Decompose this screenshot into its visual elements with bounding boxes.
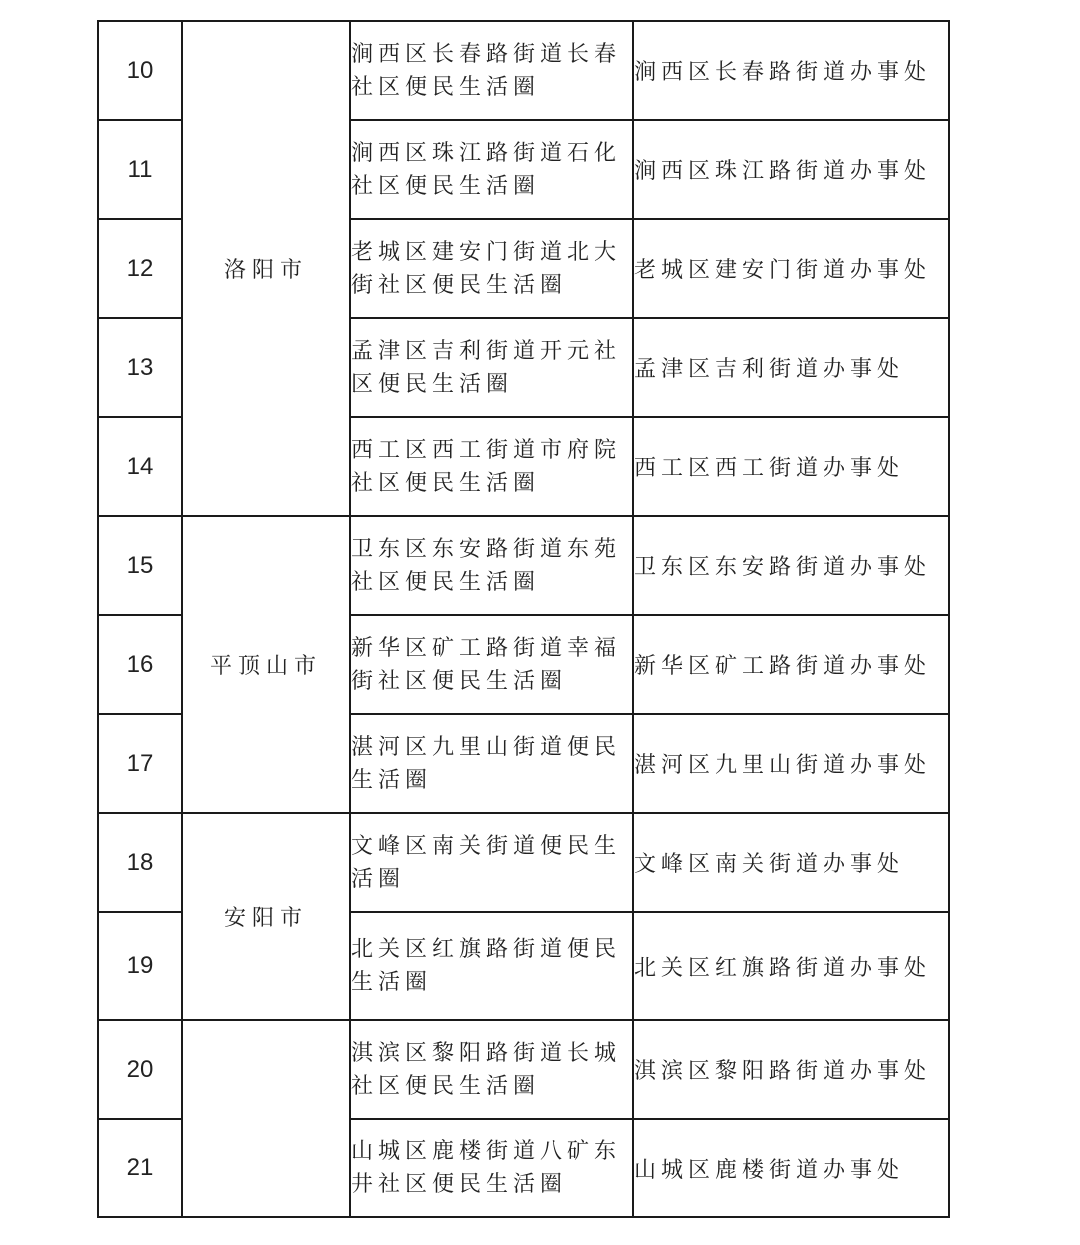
row-number: 16 bbox=[98, 615, 182, 714]
row-number: 21 bbox=[98, 1119, 182, 1217]
row-number: 12 bbox=[98, 219, 182, 318]
responsible-office: 西工区西工街道办事处 bbox=[633, 417, 949, 516]
row-number: 14 bbox=[98, 417, 182, 516]
responsible-office: 文峰区南关街道办事处 bbox=[633, 813, 949, 912]
community-table-container bbox=[97, 20, 950, 1215]
life-circle-name: 北关区红旗路街道便民生活圈 bbox=[350, 912, 633, 1020]
life-circle-name: 孟津区吉利街道开元社区便民生活圈 bbox=[350, 318, 633, 417]
city-cell: 平顶山市 bbox=[182, 516, 350, 813]
row-number: 10 bbox=[98, 21, 182, 120]
row-number: 13 bbox=[98, 318, 182, 417]
city-cell: 安阳市 bbox=[182, 813, 350, 1020]
responsible-office: 涧西区长春路街道办事处 bbox=[633, 21, 949, 120]
life-circle-name: 卫东区东安路街道东苑社区便民生活圈 bbox=[350, 516, 633, 615]
table-row bbox=[98, 21, 949, 120]
row-number: 15 bbox=[98, 516, 182, 615]
responsible-office: 涧西区珠江路街道办事处 bbox=[633, 120, 949, 219]
responsible-office: 孟津区吉利街道办事处 bbox=[633, 318, 949, 417]
table-row bbox=[98, 813, 949, 912]
row-number: 20 bbox=[98, 1020, 182, 1119]
life-circle-name: 西工区西工街道市府院社区便民生活圈 bbox=[350, 417, 633, 516]
city-cell bbox=[182, 1020, 350, 1217]
life-circle-name: 文峰区南关街道便民生活圈 bbox=[350, 813, 633, 912]
row-number: 17 bbox=[98, 714, 182, 813]
responsible-office: 新华区矿工路街道办事处 bbox=[633, 615, 949, 714]
responsible-office: 老城区建安门街道办事处 bbox=[633, 219, 949, 318]
responsible-office: 湛河区九里山街道办事处 bbox=[633, 714, 949, 813]
table-row bbox=[98, 516, 949, 615]
life-circle-name: 湛河区九里山街道便民生活圈 bbox=[350, 714, 633, 813]
life-circle-name: 淇滨区黎阳路街道长城社区便民生活圈 bbox=[350, 1020, 633, 1119]
life-circle-name: 涧西区长春路街道长春社区便民生活圈 bbox=[350, 21, 633, 120]
responsible-office: 北关区红旗路街道办事处 bbox=[633, 912, 949, 1020]
table-row bbox=[98, 1020, 949, 1119]
row-number: 11 bbox=[98, 120, 182, 219]
row-number: 18 bbox=[98, 813, 182, 912]
life-circle-name: 涧西区珠江路街道石化社区便民生活圈 bbox=[350, 120, 633, 219]
responsible-office: 山城区鹿楼街道办事处 bbox=[633, 1119, 949, 1217]
city-cell: 洛阳市 bbox=[182, 21, 350, 516]
life-circle-name: 山城区鹿楼街道八矿东井社区便民生活圈 bbox=[350, 1119, 633, 1217]
row-number: 19 bbox=[98, 912, 182, 1020]
life-circle-name: 老城区建安门街道北大街社区便民生活圈 bbox=[350, 219, 633, 318]
responsible-office: 淇滨区黎阳路街道办事处 bbox=[633, 1020, 949, 1119]
community-life-circle-table bbox=[97, 20, 950, 1218]
responsible-office: 卫东区东安路街道办事处 bbox=[633, 516, 949, 615]
life-circle-name: 新华区矿工路街道幸福街社区便民生活圈 bbox=[350, 615, 633, 714]
